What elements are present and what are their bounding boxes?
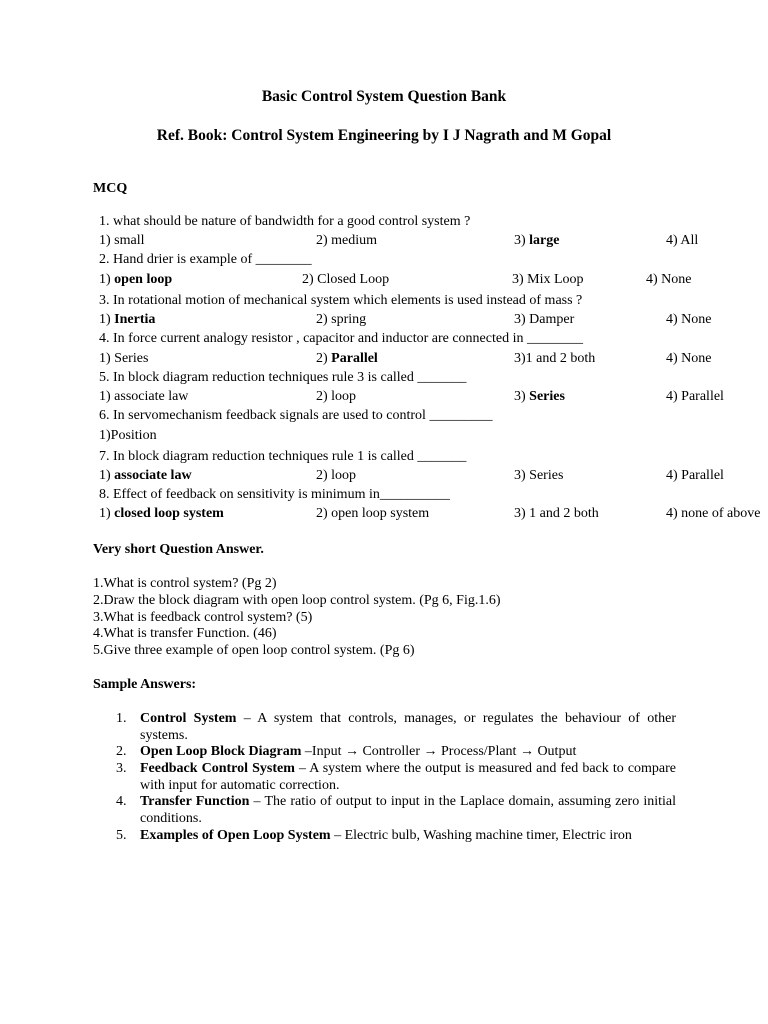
question-text: 7. In block diagram reduction techniques rule 1 is called _______ <box>99 449 467 464</box>
option: 3)1 and 2 both <box>514 351 596 366</box>
option-correct: 1) open loop <box>99 272 173 287</box>
question-text: 2. Hand drier is example of ________ <box>99 252 312 267</box>
vsqa-item: 4.What is transfer Function. (46) <box>93 626 277 641</box>
answer-item: Examples of Open Loop System – Electric bulb, Washing machine timer, Electric iron <box>140 828 632 843</box>
option: 4) None <box>666 312 712 327</box>
question-text: 8. Effect of feedback on sensitivity is minimum in__________ <box>99 487 450 502</box>
answer-number: 1. <box>116 711 127 726</box>
option-correct: 2) Parallel <box>316 351 378 366</box>
reference-book: Ref. Book: Control System Engineering by I J Nagrath and M Gopal <box>156 127 612 144</box>
option: 1) small <box>99 233 145 248</box>
answer-number: 2. <box>116 744 127 759</box>
vsqa-heading: Very short Question Answer. <box>93 542 264 557</box>
option: 1) associate law <box>99 389 189 404</box>
option-correct: 1) closed loop system <box>99 506 224 521</box>
option: 4) Parallel <box>666 468 724 483</box>
option-correct: 1) associate law <box>99 468 192 483</box>
answer-item: Transfer Function – The ratio of output to input in the Laplace domain, assuming zero initial conditions. <box>140 794 677 826</box>
question-text: 6. In servomechanism feedback signals are used to control _________ <box>99 408 493 423</box>
option: 4) None <box>666 351 712 366</box>
option: 2) medium <box>316 233 378 248</box>
option: 2) spring <box>316 312 367 327</box>
mcq-heading: MCQ <box>93 181 128 196</box>
option: 4) Parallel <box>666 389 724 404</box>
option: 2) open loop system <box>316 506 430 521</box>
answer-number: 3. <box>116 761 127 776</box>
answer-number: 5. <box>116 828 127 843</box>
option: 4) None <box>646 272 692 287</box>
sample-answers-heading: Sample Answers: <box>93 677 197 692</box>
option: 2) loop <box>316 389 357 404</box>
answer-number: 4. <box>116 794 127 809</box>
option: 2) Closed Loop <box>302 272 390 287</box>
option-correct: 3) Series <box>514 389 565 404</box>
option: 3) Series <box>514 468 564 483</box>
option: 1)Position <box>99 428 157 443</box>
vsqa-item: 3.What is feedback control system? (5) <box>93 610 313 625</box>
question-text: 3. In rotational motion of mechanical system which elements is used instead of mass ? <box>99 293 583 308</box>
option: 2) loop <box>316 468 357 483</box>
question-text: 1. what should be nature of bandwidth for a good control system ? <box>99 214 471 229</box>
vsqa-item: 5.Give three example of open loop control system. (Pg 6) <box>93 643 415 658</box>
option: 3) Mix Loop <box>512 272 584 287</box>
option-correct: 1) Inertia <box>99 312 156 327</box>
question-text: 5. In block diagram reduction techniques rule 3 is called _______ <box>99 370 467 385</box>
option: 4) All <box>666 233 699 248</box>
question-text: 4. In force current analogy resistor , capacitor and inductor are connected in ________ <box>99 331 583 346</box>
answer-item: Open Loop Block Diagram –Input → Controller → Process/Plant → Output <box>140 744 577 759</box>
answer-item: Feedback Control System – A system where the output is measured and fed back to compare with input for automatic correction. <box>140 761 677 793</box>
option-correct: 3) large <box>514 233 560 248</box>
answer-item: Control System – A system that controls, manages, or regulates the behaviour of other systems. <box>140 711 676 743</box>
option: 1) Series <box>99 351 149 366</box>
option: 3) Damper <box>514 312 575 327</box>
option: 4) none of above <box>666 506 761 521</box>
option: 3) 1 and 2 both <box>514 506 599 521</box>
vsqa-item: 2.Draw the block diagram with open loop control system. (Pg 6, Fig.1.6) <box>93 593 501 608</box>
vsqa-item: 1.What is control system? (Pg 2) <box>93 576 277 591</box>
page-title: Basic Control System Question Bank <box>261 88 507 105</box>
